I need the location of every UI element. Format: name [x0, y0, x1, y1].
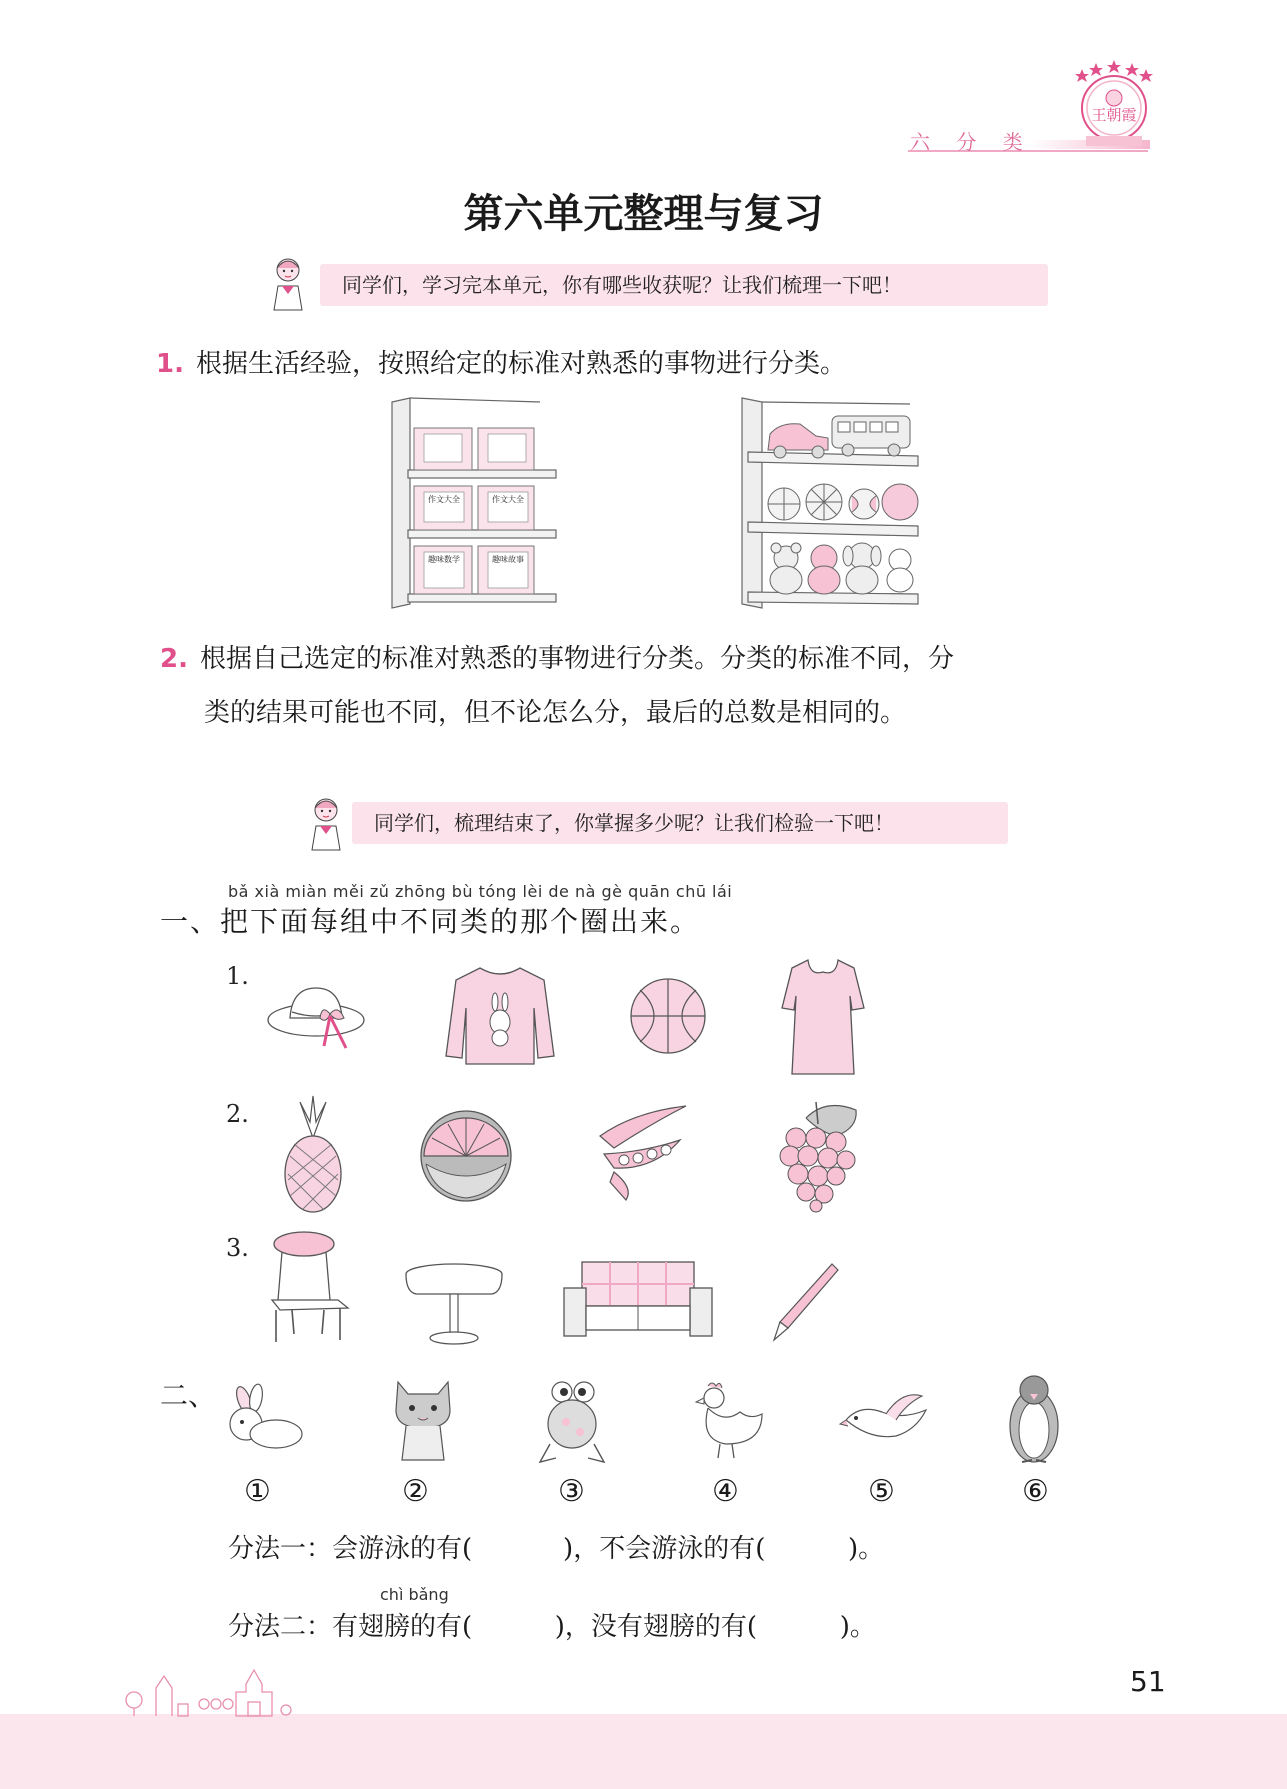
toy-bus-icon [832, 416, 910, 456]
penguin-icon[interactable] [1006, 1372, 1062, 1466]
castle-decoration-icon [120, 1648, 300, 1718]
tip-banner-summary: 同学们，学习完本单元，你有哪些收获呢？让我们梳理一下吧！ [320, 264, 1048, 306]
toy-shelf-icon [740, 398, 924, 608]
animal-number-4: ④ [712, 1474, 739, 1509]
chair-icon[interactable] [268, 1230, 352, 1346]
frog-icon[interactable] [536, 1378, 608, 1464]
review-item-2 [160, 632, 1160, 740]
pineapple-icon[interactable] [280, 1096, 346, 1214]
bookshelf-icon [390, 398, 558, 608]
row-1-number: 1. [226, 962, 249, 990]
review-item-2-number: 2. [160, 644, 188, 674]
tip-banner-check: 同学们，梳理结束了，你掌握多少呢？让我们检验一下吧！ [352, 802, 1008, 844]
sweater-icon[interactable] [444, 962, 556, 1068]
grapes-icon[interactable] [776, 1098, 860, 1212]
animal-number-6: ⑥ [1022, 1474, 1049, 1509]
book-label-3: 趣味数学 [428, 555, 460, 564]
classification-method-2[interactable]: 分法二：有翅膀的有( )，没有翅膀的有( )。 [228, 1612, 876, 1642]
book-label-4: 趣味故事 [492, 555, 524, 564]
book-label-2: 作文大全 [492, 495, 524, 504]
review-item-1 [156, 337, 1156, 391]
animal-number-1: ① [244, 1474, 271, 1509]
review-item-2-line2: 类的结果可能也不同，但不论怎么分，最后的总数是相同的。 [204, 698, 907, 728]
part1-title: 一、把下面每组中不同类的那个圈出来。 [160, 905, 701, 938]
book-label-1: 作文大全 [428, 495, 460, 504]
brand-logo [1072, 62, 1152, 154]
method2-pinyin: chì bǎng [380, 1585, 449, 1604]
row-2-number: 2. [226, 1100, 249, 1128]
part1-pinyin: bǎ xià miàn měi zǔ zhōng bù tóng lèi de nà gè quān chū lái [228, 882, 733, 901]
hat-icon[interactable] [266, 982, 374, 1054]
rabbit-icon[interactable] [220, 1386, 308, 1456]
animal-number-5: ⑤ [868, 1474, 895, 1509]
sofa-icon[interactable] [562, 1258, 714, 1342]
svg-text:王朝霞: 王朝霞 [1091, 106, 1137, 124]
dress-icon[interactable] [780, 956, 866, 1078]
pen-icon[interactable] [770, 1262, 840, 1342]
footer-band [0, 1714, 1287, 1789]
basketball-icon[interactable] [628, 976, 708, 1056]
watermelon-icon[interactable] [418, 1108, 514, 1204]
review-item-2-line1: 根据自己选定的标准对熟悉的事物进行分类。分类的标准不同，分 [199, 644, 954, 674]
part2-title: 二、 [160, 1379, 217, 1412]
classification-method-1[interactable]: 分法一：会游泳的有( )，不会游泳的有( )。 [228, 1534, 885, 1564]
review-item-1-text: 根据生活经验，按照给定的标准对熟悉的事物进行分类。 [195, 349, 846, 379]
girl-mascot-icon [268, 256, 308, 316]
pea-pod-icon[interactable] [594, 1102, 692, 1202]
table-icon[interactable] [402, 1262, 506, 1346]
animal-number-3: ③ [558, 1474, 585, 1509]
bird-icon[interactable] [840, 1390, 932, 1456]
review-item-1-number: 1. [156, 349, 184, 379]
page-number: 51 [1130, 1665, 1166, 1698]
page-title: 第六单元整理与复习 [463, 191, 824, 237]
girl-mascot-icon [306, 796, 346, 856]
animal-number-2: ② [402, 1474, 429, 1509]
hen-icon[interactable] [690, 1380, 766, 1462]
row-3-number: 3. [226, 1234, 249, 1262]
section-label: 六 分 类 [910, 130, 1033, 154]
cat-icon[interactable] [390, 1376, 456, 1464]
